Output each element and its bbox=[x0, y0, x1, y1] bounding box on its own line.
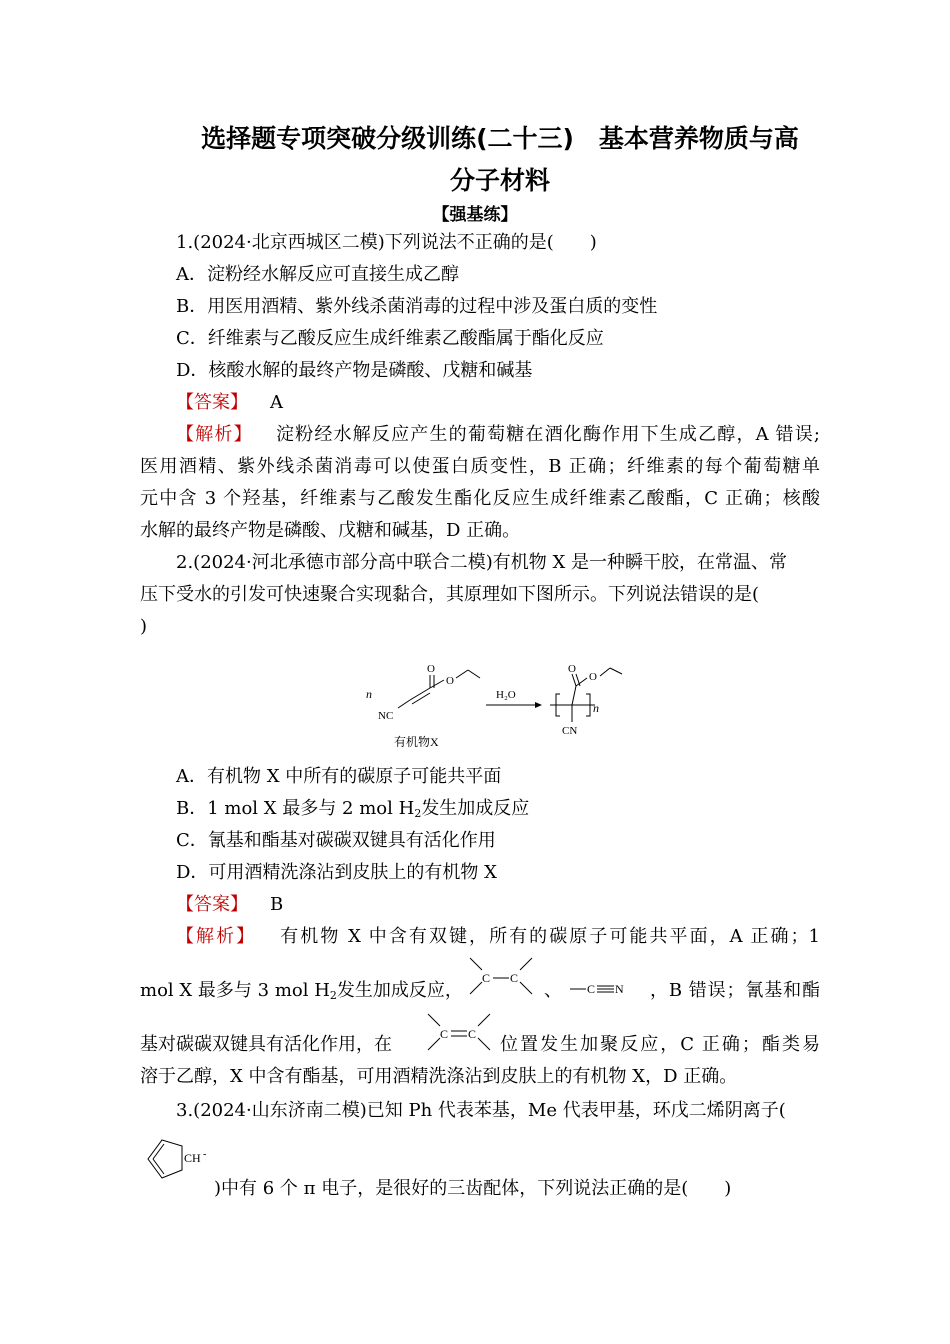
q1-option-c: C．纤维素与乙酸反应生成纤维素乙酸酯属于酯化反应 bbox=[176, 328, 604, 349]
q2-stem-suffix: )有机物 X 是一种瞬干胶，在常温、常 bbox=[485, 552, 788, 573]
q2-analysis-line2-mid: 发生加成反应， bbox=[336, 980, 463, 1001]
monomer-structure bbox=[398, 670, 480, 708]
q2-analysis-line1 bbox=[176, 922, 820, 952]
q2-analysis-text: 有机物 X 中含有双键，所有的碳原子可能共平面，A 正确；1 bbox=[278, 926, 820, 947]
polymer-ester-oxygen: O bbox=[589, 671, 597, 683]
q1-answer-value: A bbox=[270, 392, 283, 413]
alkene-carbon-left: C bbox=[482, 971, 491, 985]
answer-label: 【答案】 bbox=[176, 894, 248, 915]
figure-caption: 有机物X bbox=[394, 735, 439, 749]
q3-source: 山东济南二模 bbox=[251, 1100, 360, 1121]
q2-source: 河北承德市部分高中联合二模 bbox=[251, 552, 486, 573]
q2-answer-value: B bbox=[270, 894, 284, 915]
carbonyl-oxygen: O bbox=[427, 663, 435, 675]
q1-analysis-line2: 医用酒精、紫外线杀菌消毒可以使蛋白质变性，B 正确；纤维素的每个葡萄糖单 bbox=[140, 456, 820, 477]
q2-option-b-sub: 2 bbox=[414, 807, 422, 820]
q1-analysis-line4: 水解的最终产物是磷酸、戊糖和碱基，D 正确。 bbox=[140, 520, 521, 541]
q1-option-d: D．核酸水解的最终产物是磷酸、戊糖和碱基 bbox=[176, 360, 533, 381]
q2-analysis-line2-post: ，B 错误；氰基和酯 bbox=[650, 980, 820, 1001]
q2-option-a: A．有机物 X 中所有的碳原子可能共平面 bbox=[176, 766, 502, 787]
alkene-structure bbox=[466, 954, 536, 1000]
polymer-nitrile-label: CN bbox=[562, 725, 578, 737]
section-heading: 【强基练】 bbox=[432, 205, 518, 225]
arrow-head bbox=[535, 702, 542, 708]
q1-answer bbox=[176, 388, 856, 418]
reaction-diagram bbox=[360, 650, 640, 755]
q1-analysis-line3: 元中含 3 个羟基，纤维素与乙酸发生酯化反应生成纤维素乙酸酯，C 正确；核酸 bbox=[140, 488, 820, 509]
analysis-label: 【解析】 bbox=[176, 424, 253, 445]
q3-stem-line2: )中有 6 个 π 电子，是很好的三齿配体，下列说法正确的是( ) bbox=[214, 1178, 732, 1199]
q2-option-d: D．可用酒精洗涤沾到皮肤上的有机物 X bbox=[176, 862, 497, 883]
nitrile-carbon: C bbox=[587, 982, 596, 996]
reagent-label: H₂O bbox=[496, 689, 516, 701]
q1-analysis-text: 淀粉经水解反应产生的葡萄糖在酒化酶作用下生成乙醇，A 错误; bbox=[274, 424, 820, 445]
alkene-carbon-left: C bbox=[440, 1027, 449, 1041]
answer-label: 【答案】 bbox=[176, 392, 248, 413]
q3-stem-suffix: )已知 Ph 代表苯基，Me 代表甲基，环戊二烯阴离子( bbox=[359, 1100, 786, 1121]
nitrile-group-label: NC bbox=[378, 710, 394, 722]
q3-stem-prefix: 3.(2024· bbox=[176, 1100, 252, 1121]
q3-stem bbox=[176, 1096, 856, 1126]
polymer-carbonyl-oxygen: O bbox=[568, 663, 576, 675]
nitrile-structure bbox=[568, 978, 634, 1000]
q2-stem-line2: 压下受水的引发可快速聚合实现黏合，其原理如下图所示。下列说法错误的是( bbox=[140, 584, 760, 605]
q1-stem bbox=[176, 228, 856, 258]
q1-stem-suffix: )下列说法不正确的是( ) bbox=[377, 232, 597, 253]
q2-analysis-sep: 、 bbox=[544, 980, 562, 1001]
page-title: 选择题专项突破分级训练(二十三) 基本营养物质与高 bbox=[201, 124, 799, 153]
q2-analysis-line2-pre: mol X 最多与 3 mol H bbox=[140, 980, 330, 1001]
alkene-carbon-right: C bbox=[510, 971, 519, 985]
q1-option-b: B．用医用酒精、紫外线杀菌消毒的过程中涉及蛋白质的变性 bbox=[176, 296, 658, 317]
cyclopentadienyl-anion-structure bbox=[140, 1132, 215, 1190]
polymer-count-label: n bbox=[593, 701, 599, 715]
q1-stem-prefix: 1.(2024· bbox=[176, 232, 252, 253]
alkene-carbon-right: C bbox=[468, 1027, 477, 1041]
q2-analysis-line2-sub: 2 bbox=[329, 989, 337, 1002]
q2-analysis-line3-post: 位置发生加聚反应，C 正确；酯类易 bbox=[500, 1034, 820, 1055]
q2-stem bbox=[176, 548, 856, 578]
q2-stem-prefix: 2.(2024· bbox=[176, 552, 252, 573]
monomer-count-label: n bbox=[366, 687, 372, 701]
q2-analysis-line3-pre: 基对碳碳双键具有活化作用，在 bbox=[140, 1034, 392, 1055]
q2-option-b bbox=[176, 794, 856, 824]
q2-answer bbox=[176, 890, 856, 920]
q2-option-b-post: 发生加成反应 bbox=[421, 798, 530, 819]
ring-charge-label: - bbox=[203, 1149, 207, 1160]
q1-analysis-line1 bbox=[176, 420, 820, 450]
nitrile-nitrogen: N bbox=[615, 982, 624, 996]
ring-ch-label: CH bbox=[184, 1151, 201, 1165]
alkene-structure-2 bbox=[424, 1010, 494, 1056]
q2-option-c: C．氰基和酯基对碳碳双键具有活化作用 bbox=[176, 830, 496, 851]
q2-option-b-pre: B．1 mol X 最多与 2 mol H bbox=[176, 798, 415, 819]
q2-stem-line3: ) bbox=[140, 616, 148, 637]
q1-source: 北京西城区二模 bbox=[251, 232, 378, 253]
analysis-label: 【解析】 bbox=[176, 926, 257, 947]
page-title-line2: 分子材料 bbox=[449, 166, 550, 195]
q1-option-a: A．淀粉经水解反应可直接生成乙醇 bbox=[176, 264, 459, 285]
polymer-structure bbox=[550, 668, 622, 722]
ester-oxygen: O bbox=[446, 675, 454, 687]
q2-analysis-line4: 溶于乙醇，X 中含有酯基，可用酒精洗涤沾到皮肤上的有机物 X，D 正确。 bbox=[140, 1066, 738, 1087]
